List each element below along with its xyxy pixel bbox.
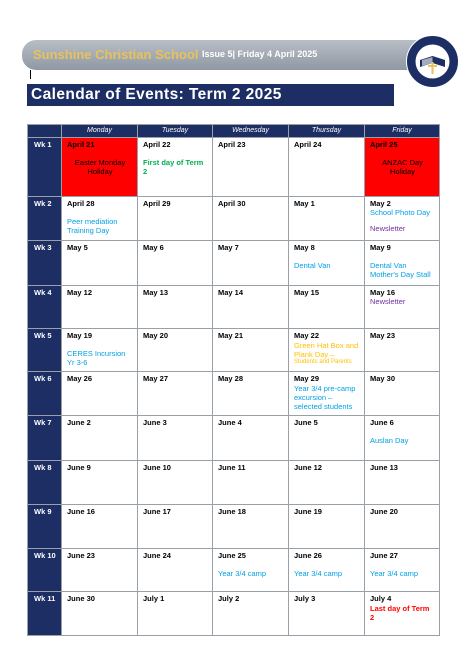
- day-cell: [213, 329, 289, 372]
- cell-date: May 19: [67, 331, 93, 340]
- week-label: Wk 4: [28, 286, 62, 329]
- cell-date: April 25: [370, 140, 398, 149]
- table-row: [28, 197, 440, 241]
- cell-date: June 25: [218, 551, 246, 560]
- cell-date: May 27: [143, 374, 169, 383]
- cell-event: Easter Monday Holiday: [74, 158, 126, 176]
- cell-event: Green Hat Box and Plank Day –: [294, 341, 359, 359]
- issue-info: Issue 5| Friday 4 April 2025: [202, 49, 318, 59]
- cell-date: April 22: [143, 140, 171, 149]
- week-header: [28, 125, 62, 138]
- week-label: Wk 10: [28, 549, 62, 592]
- cell-date: June 26: [294, 551, 322, 560]
- table-row: [28, 461, 440, 505]
- text-cursor: [30, 70, 31, 79]
- day-cell: [213, 592, 289, 636]
- cell-event: Auslan Day: [370, 436, 409, 445]
- day-cell: [289, 329, 365, 372]
- cell-date: June 30: [67, 594, 95, 603]
- school-logo: [405, 34, 460, 89]
- cell-event: ANZAC Day Holiday: [382, 158, 423, 176]
- cell-event: Year 3/4 camp: [218, 569, 267, 578]
- day-cell: [62, 241, 138, 286]
- cell-date: June 17: [143, 507, 171, 516]
- cell-event: Newsletter: [370, 224, 406, 233]
- table-row: [28, 372, 440, 416]
- cell-date: July 2: [218, 594, 240, 603]
- cell-date: May 30: [370, 374, 396, 383]
- table-row: [28, 286, 440, 329]
- cell-event: Year 3/4 camp: [294, 569, 343, 578]
- cell-date: May 22: [294, 331, 320, 340]
- table-row: [28, 505, 440, 549]
- day-cell: [138, 241, 213, 286]
- cell-event: Newsletter: [370, 297, 406, 306]
- cell-date: June 18: [218, 507, 246, 516]
- cell-date: June 13: [370, 463, 398, 472]
- cell-date: April 30: [218, 199, 246, 208]
- day-cell: [289, 372, 365, 416]
- cell-date: May 13: [143, 288, 169, 297]
- week-label: Wk 2: [28, 197, 62, 241]
- day-cell: [213, 549, 289, 592]
- cell-date: May 16: [370, 288, 396, 297]
- day-cell: [365, 197, 440, 241]
- cell-date: May 26: [67, 374, 93, 383]
- cell-date: June 27: [370, 551, 398, 560]
- day-cell: [289, 197, 365, 241]
- cell-event: Last day of Term 2: [370, 604, 430, 622]
- table-row: [28, 241, 440, 286]
- cell-event: First day of Term 2: [143, 158, 204, 176]
- cell-date: June 24: [143, 551, 171, 560]
- cell-date: June 2: [67, 418, 91, 427]
- table-row: [28, 138, 440, 197]
- day-cell: [289, 138, 365, 197]
- cell-date: May 14: [218, 288, 244, 297]
- cell-event: School Photo Day: [370, 208, 431, 217]
- cell-date: April 21: [67, 140, 95, 149]
- day-cell: [289, 241, 365, 286]
- cell-date: June 3: [143, 418, 167, 427]
- cell-date: April 24: [294, 140, 322, 149]
- day-cell: [365, 329, 440, 372]
- day-cell: [62, 138, 138, 197]
- cell-date: June 11: [218, 463, 246, 472]
- cell-date: May 28: [218, 374, 244, 383]
- week-label: Wk 1: [28, 138, 62, 197]
- day-header: Friday: [365, 125, 440, 138]
- week-label: Wk 3: [28, 241, 62, 286]
- cell-event: Dental Van: [294, 261, 331, 270]
- day-cell: [289, 416, 365, 461]
- cell-date: May 6: [143, 243, 164, 252]
- cell-date: June 19: [294, 507, 322, 516]
- day-cell: [138, 372, 213, 416]
- calendar-table: [27, 124, 440, 636]
- cell-date: June 20: [370, 507, 398, 516]
- week-label: Wk 9: [28, 505, 62, 549]
- cell-date: June 9: [67, 463, 91, 472]
- day-header: Thursday: [289, 125, 365, 138]
- day-cell: [62, 461, 138, 505]
- cell-event: Mother's Day Stall: [370, 270, 431, 279]
- day-cell: [365, 372, 440, 416]
- cell-date: June 16: [67, 507, 95, 516]
- day-cell: [138, 138, 213, 197]
- cell-date: May 20: [143, 331, 169, 340]
- day-cell: [213, 461, 289, 505]
- day-cell: [62, 286, 138, 329]
- day-cell: [213, 372, 289, 416]
- day-cell: [138, 329, 213, 372]
- cell-event: Year 3/4 pre-camp excursion – selected students: [294, 384, 356, 411]
- page-title: Calendar of Events: Term 2 2025: [31, 86, 282, 103]
- cell-date: May 29: [294, 374, 320, 383]
- day-cell: [289, 505, 365, 549]
- week-label: Wk 7: [28, 416, 62, 461]
- day-cell: [365, 416, 440, 461]
- day-cell: [365, 549, 440, 592]
- table-row: [28, 416, 440, 461]
- week-label: Wk 5: [28, 329, 62, 372]
- day-cell: [289, 549, 365, 592]
- cell-date: July 3: [294, 594, 316, 603]
- day-cell: [213, 138, 289, 197]
- day-cell: [213, 505, 289, 549]
- cell-date: June 6: [370, 418, 394, 427]
- table-row: [28, 549, 440, 592]
- week-label: Wk 6: [28, 372, 62, 416]
- day-cell: [365, 461, 440, 505]
- cell-date: May 1: [294, 199, 315, 208]
- cell-date: June 23: [67, 551, 95, 560]
- day-cell: [138, 197, 213, 241]
- cell-date: April 28: [67, 199, 95, 208]
- cell-date: June 10: [143, 463, 171, 472]
- day-cell: [365, 138, 440, 197]
- day-cell: [365, 505, 440, 549]
- day-cell: [138, 286, 213, 329]
- cell-event: Year 3/4 camp: [370, 569, 419, 578]
- day-cell: [138, 549, 213, 592]
- day-cell: [289, 461, 365, 505]
- cell-event: Students and Parents: [294, 359, 352, 365]
- cell-date: May 8: [294, 243, 315, 252]
- day-cell: [365, 286, 440, 329]
- cell-event: CERES Incursion Yr 3-6: [67, 349, 126, 367]
- week-label: Wk 8: [28, 461, 62, 505]
- day-cell: [62, 372, 138, 416]
- cell-date: April 29: [143, 199, 171, 208]
- day-cell: [62, 197, 138, 241]
- cell-date: May 7: [218, 243, 239, 252]
- day-cell: [62, 505, 138, 549]
- cell-event: Dental Van: [370, 261, 407, 270]
- cell-date: April 23: [218, 140, 246, 149]
- table-row: [28, 592, 440, 636]
- cell-date: May 23: [370, 331, 396, 340]
- cell-date: May 9: [370, 243, 391, 252]
- day-cell: [138, 505, 213, 549]
- day-cell: [62, 329, 138, 372]
- day-cell: [365, 592, 440, 636]
- cell-date: May 2: [370, 199, 391, 208]
- cell-date: July 4: [370, 594, 392, 603]
- cell-date: July 1: [143, 594, 165, 603]
- cell-date: May 21: [218, 331, 244, 340]
- day-cell: [138, 461, 213, 505]
- cell-date: May 5: [67, 243, 88, 252]
- day-cell: [213, 241, 289, 286]
- day-cell: [62, 549, 138, 592]
- cell-event: Peer mediation Training Day: [67, 217, 118, 235]
- school-name: Sunshine Christian School: [33, 47, 199, 62]
- cell-date: May 12: [67, 288, 93, 297]
- day-cell: [138, 592, 213, 636]
- day-cell: [289, 592, 365, 636]
- day-cell: [365, 241, 440, 286]
- day-cell: [62, 416, 138, 461]
- table-row: [28, 329, 440, 372]
- day-header: Monday: [62, 125, 138, 138]
- day-header: Wednesday: [213, 125, 289, 138]
- cell-date: June 12: [294, 463, 322, 472]
- day-cell: [213, 286, 289, 329]
- day-cell: [62, 592, 138, 636]
- calendar-header-row: [28, 125, 440, 138]
- day-cell: [213, 197, 289, 241]
- cell-date: June 4: [218, 418, 242, 427]
- day-header: Tuesday: [138, 125, 213, 138]
- cell-date: June 5: [294, 418, 318, 427]
- cell-date: May 15: [294, 288, 320, 297]
- day-cell: [213, 416, 289, 461]
- week-label: Wk 11: [28, 592, 62, 636]
- day-cell: [138, 416, 213, 461]
- day-cell: [289, 286, 365, 329]
